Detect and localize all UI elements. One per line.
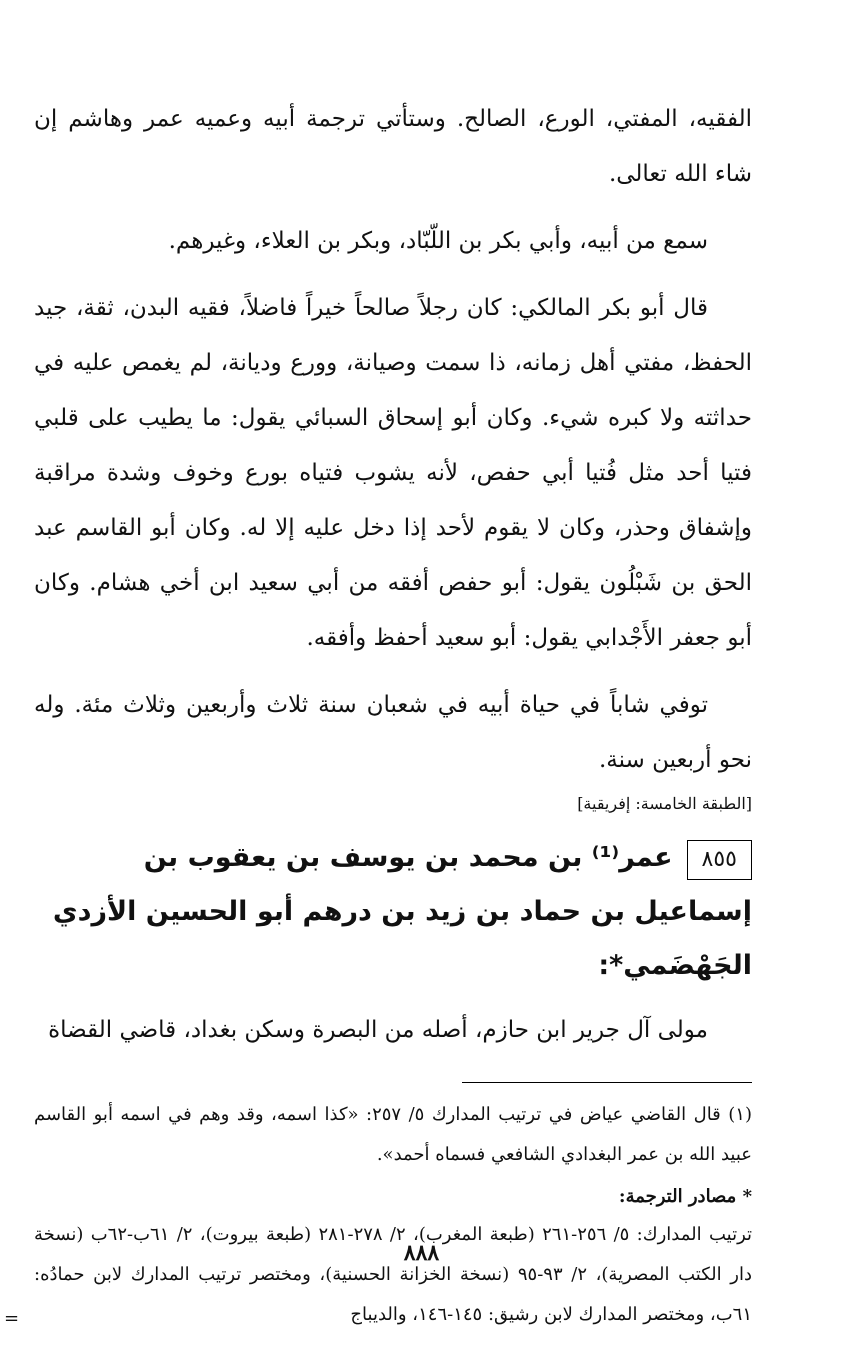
entry-title: عمر⁽¹⁾ بن محمد بن يوسف بن يعقوب بن إسماعيل بن حماد بن زيد بن درهم أبو الحسين الأزدي الجَهْضَمي*: (52, 842, 752, 981)
sources-title: * مصادر الترجمة: (618, 1186, 752, 1207)
continuation-mark: = (4, 1308, 20, 1329)
page-content (4, 92, 753, 1335)
entry-number-box: ٨٥٥ (687, 840, 752, 880)
sources-block (4, 1215, 753, 1335)
sources-text: ترتيب المدارك: ٥/ ٢٥٦-٢٦١ (طبعة المغرب)، ٢/ ٢٧٨-٢٨١ (طبعة بيروت)، ٢/ ٦١ب-٦٢ب (نسخة دار الكتب المصرية)، ٢/ ٩٣-٩٥ (نسخة الخزانة الحسنية)، ومختصر ترتيب المدارك لابن حمادُه: ٦١ب، ومختصر المدارك لابن رشيق: ١٤٥-١٤٦، والديباج (34, 1224, 753, 1325)
paragraph-2: سمع من أبيه، وأبي بكر بن اللّبّاد، وبكر بن العلاء، وغيرهم. (168, 228, 708, 254)
paragraph-1: الفقيه، المفتي، الورع، الصالح. وستأتي ترجمة أبيه وعميه عمر وهاشم إن شاء الله تعالى. (34, 106, 752, 187)
entry-heading (34, 831, 752, 993)
entry-first-line: مولى آل جرير ابن حازم، أصله من البصرة وسكن بغداد، قاضي القضاة (48, 1017, 708, 1043)
footnote-1: (١) قال القاضي عياض في ترتيب المدارك ٥/ ٢٥٧: «كذا اسمه، وقد وهم في اسمه أبو القاسم عبيد الله بن عمر البغدادي الشافعي فسماه أحمد». (34, 1104, 752, 1165)
paragraph-4: توفي شاباً في حياة أبيه في شعبان سنة ثلاث وأربعين وثلاث مئة. وله نحو أربعين سنة. (34, 692, 752, 773)
footnote-divider (462, 1082, 752, 1083)
page-number: ٨٨٨ (403, 1240, 440, 1266)
tabaqa-label: [الطبقة الخامسة: إفريقية] (577, 794, 752, 813)
paragraph-3: قال أبو بكر المالكي: كان رجلاً صالحاً خيراً فاضلاً، فقيه البدن، ثقة، جيد الحفظ، مفتي أهل زمانه، ذا سمت وصيانة، وورع وديانة، لم يغمص عليه في حداثته ولا كبره شيء. وكان أبو إسحاق السبائي يقول: ما يطيب على قلبي فتيا أحد مثل فُتيا أبي حفص، لأنه يشوب فتياه بورع وخوف وشدة مراقبة وإشفاق وحذر، وكان لا يقوم لأحد إذا دخل عليه إلا له. وكان أبو القاسم عبد الحق بن شَبْلُون يقول: أبو حفص أفقه من أبي سعيد ابن أخي هشام. وكان أبو جعفر الأَجْدابي يقول: أبو سعيد أحفظ وأفقه. (34, 295, 752, 651)
